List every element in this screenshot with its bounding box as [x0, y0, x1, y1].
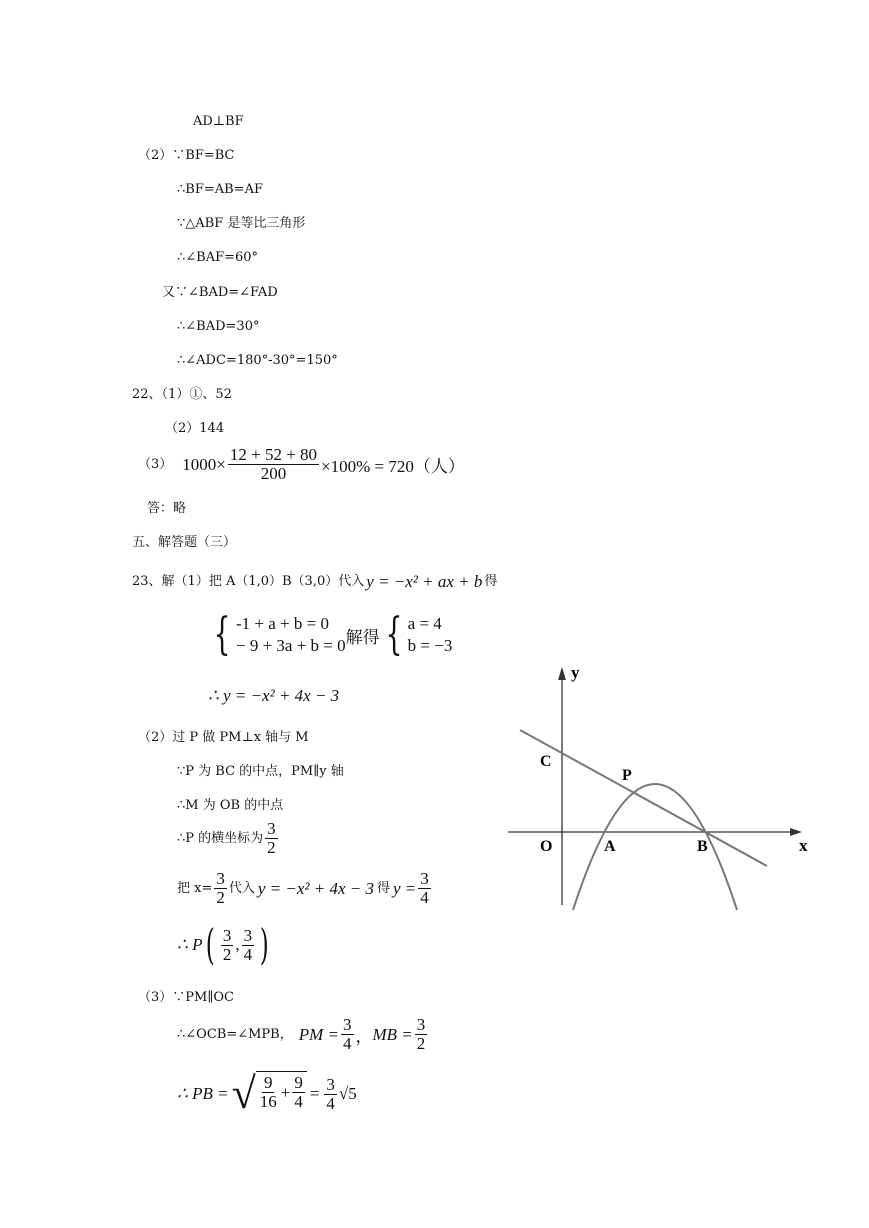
line-bf-ab-af: ∴BF=AB=AF — [177, 182, 263, 197]
y-axis-arrow-icon — [558, 667, 566, 680]
line-bc — [520, 730, 767, 866]
line-q22-part1: 22、（1）①、52 — [132, 387, 232, 402]
line-bad-fad: 又∵∠BAD=∠FAD — [162, 285, 278, 300]
line-ad-perp-bf: AD⊥BF — [193, 114, 244, 129]
label-x: x — [799, 836, 808, 855]
line-p-abscissa: ∴P 的横坐标为 $\frac{3}{2}$ — [177, 819, 276, 857]
line-q22-part3: （3） 1000× $\frac{12 + 52 + 80}{200}$ ×100% = 720（人） — [138, 445, 465, 483]
label-p: P — [622, 767, 632, 784]
equation-system: { -1 + a + b = 0 − 9 + 3a + b = 0 解得 { a = 4 b = −3 — [213, 609, 453, 660]
line-equilateral: ∵△ABF 是等比三角形 — [177, 216, 306, 231]
line-bac-60: ∴∠BAF=60° — [177, 250, 259, 265]
line-q23-part2: （2）过 P 做 PM⊥x 轴与 M — [138, 730, 309, 745]
x-axis-arrow-icon — [790, 828, 802, 836]
parabola-curve — [573, 784, 737, 910]
label-b: B — [697, 838, 708, 855]
section-heading-3: 五、解答题（三） — [132, 535, 237, 550]
line-parabola-result: ∴ y = −x² + 4x − 3 — [208, 686, 340, 705]
line-m-midpoint: ∴M 为 OB 的中点 — [177, 798, 284, 813]
line-bad-30: ∴∠BAD=30° — [177, 319, 260, 334]
line-p-coordinates: ∴ P ( $\frac{3}{2}$ , $\frac{3}{4}$ ) — [177, 920, 269, 969]
line-part2-bf-bc: （2）∵BF=BC — [138, 148, 235, 163]
label-o: O — [540, 838, 553, 855]
fraction-percent: $\frac{12 + 52 + 80}{200}$ — [229, 445, 318, 483]
line-pm-mb: ∴∠OCB=∠MPB， PM = $\frac{3}{4}$ ， MB = $\frac{3}{2}$ — [177, 1015, 426, 1053]
line-substitute-x: 把 x= $\frac{3}{2}$ 代入 y = −x² + 4x − 3 得 y = $\frac{3}{4}$ — [177, 869, 429, 907]
line-pb-length: ∴ PB = √ $\frac{9}{16}$ + $\frac{9}{4}$ = $\frac{3}{4}$ √5 — [177, 1069, 357, 1118]
radicand: $\frac{9}{16}$ + $\frac{9}{4}$ — [256, 1071, 307, 1111]
line-q22-part2: （2）144 — [165, 421, 225, 436]
line-adc-150: ∴∠ADC=180°-30°=150° — [177, 353, 338, 368]
line-q23-part3: （3）∵PM∥OC — [138, 990, 234, 1005]
line-p-midpoint: ∵P 为 BC 的中点，PM∥y 轴 — [177, 764, 344, 779]
label-y: y — [571, 663, 580, 682]
label-c: C — [540, 753, 552, 770]
line-q23-part1: 23、解（1）把 A（1,0）B（3,0）代入 y = −x² + ax + b 得 — [132, 572, 498, 591]
line-answer-omitted: 答：略 — [147, 501, 187, 516]
label-a: A — [604, 838, 616, 855]
